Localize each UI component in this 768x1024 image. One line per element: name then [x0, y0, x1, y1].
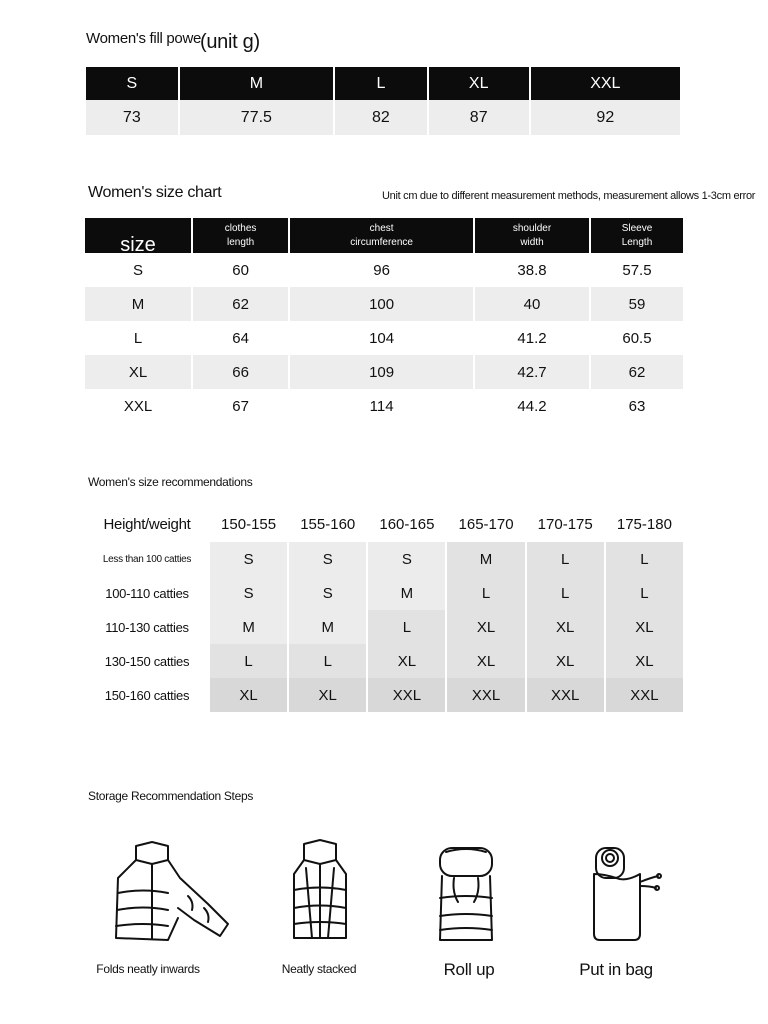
table-cell: S	[210, 542, 287, 576]
table-row	[86, 576, 683, 610]
header-line: length	[226, 236, 255, 248]
table-cell: 41.2	[517, 329, 547, 347]
weight-label: 110-130 catties	[86, 610, 208, 644]
fill-power-value: 82	[335, 100, 427, 135]
table-cell: 67	[232, 397, 249, 415]
table-cell: 44.2	[517, 397, 547, 415]
fill-power-value: 73	[86, 100, 178, 135]
table-cell: 40	[475, 287, 589, 321]
step-label: Folds neatly inwards	[96, 962, 200, 976]
fill-power-header: S	[86, 67, 178, 100]
table-cell: XXL	[527, 678, 604, 712]
table-cell: L	[368, 610, 445, 644]
table-cell: M	[85, 287, 191, 321]
table-cell: L	[447, 576, 524, 610]
header-line: shoulder	[512, 222, 552, 234]
size-chart-note: Unit cm due to different measurement methods, measurement allows 1-3cm error	[382, 190, 756, 202]
table-cell: L	[606, 576, 683, 610]
fill-power-value: 77.5	[180, 100, 333, 135]
height-header: 160-165	[379, 516, 435, 533]
size-chart-header	[85, 218, 191, 256]
size-chart-title: Women's size chart	[88, 184, 222, 201]
table-cell: XXL	[368, 678, 445, 712]
fill-power-header: XXL	[531, 67, 680, 100]
table-cell: 60.5	[622, 329, 652, 347]
size-chart-header	[193, 218, 288, 253]
fill-power-table	[84, 67, 682, 135]
fill-power-value: 92	[531, 100, 680, 135]
weight-label: 100-110 catties	[86, 576, 208, 610]
table-cell: 104	[369, 329, 395, 347]
table-row	[86, 644, 683, 678]
header-line: Length	[621, 236, 653, 248]
table-cell: M	[210, 610, 287, 644]
header-line: circumference	[350, 236, 413, 248]
header-line: chest	[369, 222, 394, 234]
table-cell: 109	[290, 355, 473, 389]
table-cell: XL	[85, 355, 191, 389]
fill-power-unit: (unit g)	[200, 31, 260, 53]
table-cell: S	[133, 261, 144, 279]
table-cell: L	[527, 576, 604, 610]
step-label: Roll up	[443, 960, 495, 979]
table-cell: XL	[447, 644, 524, 678]
size-chart-header	[475, 218, 589, 253]
table-row	[85, 287, 683, 321]
table-cell: M	[447, 542, 524, 576]
table-cell: 62	[591, 355, 683, 389]
table-cell: XL	[527, 644, 604, 678]
size-chart-table	[83, 218, 685, 423]
jacket-stacked-icon	[290, 838, 350, 948]
table-cell: 96	[373, 261, 390, 279]
table-cell: XL	[527, 610, 604, 644]
recommendations-title: Women's size recommendations	[88, 475, 253, 489]
table-row	[85, 355, 683, 389]
height-header: 150-155	[221, 516, 277, 533]
table-row	[85, 389, 683, 423]
table-row	[85, 321, 683, 355]
table-cell: 42.7	[475, 355, 589, 389]
table-row	[85, 253, 683, 287]
table-cell: XL	[606, 610, 683, 644]
weight-label: 150-160 catties	[86, 678, 208, 712]
header-line: width	[520, 236, 544, 248]
storage-title: Storage Recommendation Steps	[88, 789, 254, 803]
table-cell: L	[210, 644, 287, 678]
fill-power-title: Women's fill powe	[86, 30, 202, 47]
height-header: 155-160	[300, 516, 356, 533]
table-cell: L	[527, 542, 604, 576]
table-cell: 114	[369, 397, 394, 415]
table-cell: XL	[210, 678, 287, 712]
weight-label: 130-150 catties	[86, 644, 208, 678]
table-row	[86, 678, 683, 712]
height-header: 170-175	[537, 516, 593, 533]
jacket-roll-icon	[434, 842, 498, 946]
table-cell: 64	[232, 329, 249, 347]
fill-power-header: M	[180, 67, 333, 100]
storage-bag-icon	[586, 842, 666, 946]
corner-header: Height/weight	[103, 516, 191, 533]
table-cell: M	[368, 576, 445, 610]
table-cell: XXL	[123, 397, 153, 415]
table-cell: XL	[289, 678, 366, 712]
table-cell: S	[368, 542, 445, 576]
jacket-fold-icon	[108, 838, 232, 948]
table-cell: S	[289, 576, 366, 610]
table-cell: 57.5	[622, 261, 652, 279]
recommendations-table	[84, 507, 685, 712]
table-cell: XXL	[447, 678, 524, 712]
header-line: size	[120, 234, 156, 256]
header-line: Sleeve	[621, 222, 653, 234]
table-cell: 38.8	[517, 261, 547, 279]
table-cell: 100	[290, 287, 473, 321]
table-cell: 63	[628, 397, 646, 415]
table-cell: 66	[193, 355, 288, 389]
step-label: Neatly stacked	[281, 962, 357, 976]
table-cell: 59	[591, 287, 683, 321]
height-header: 165-170	[458, 516, 514, 533]
table-cell: XXL	[606, 678, 683, 712]
table-cell: L	[289, 644, 366, 678]
table-cell: M	[289, 610, 366, 644]
table-row	[86, 542, 683, 576]
header-line: clothes	[224, 222, 257, 234]
table-row	[86, 610, 683, 644]
table-cell: 62	[193, 287, 288, 321]
table-cell: S	[289, 542, 366, 576]
fill-power-header: L	[335, 67, 427, 100]
size-chart-header	[591, 218, 683, 253]
table-cell: XL	[606, 644, 683, 678]
table-cell: L	[606, 542, 683, 576]
fill-power-value: 87	[429, 100, 529, 135]
table-cell: S	[210, 576, 287, 610]
table-cell: L	[133, 329, 143, 347]
size-chart-header	[290, 218, 473, 253]
table-cell: XL	[447, 610, 524, 644]
weight-label: Less than 100 catties	[86, 542, 208, 576]
step-label: Put in bag	[579, 960, 653, 979]
table-cell: XL	[368, 644, 445, 678]
table-cell: 60	[232, 261, 249, 279]
height-header: 175-180	[616, 516, 672, 533]
fill-power-header: XL	[429, 67, 529, 100]
